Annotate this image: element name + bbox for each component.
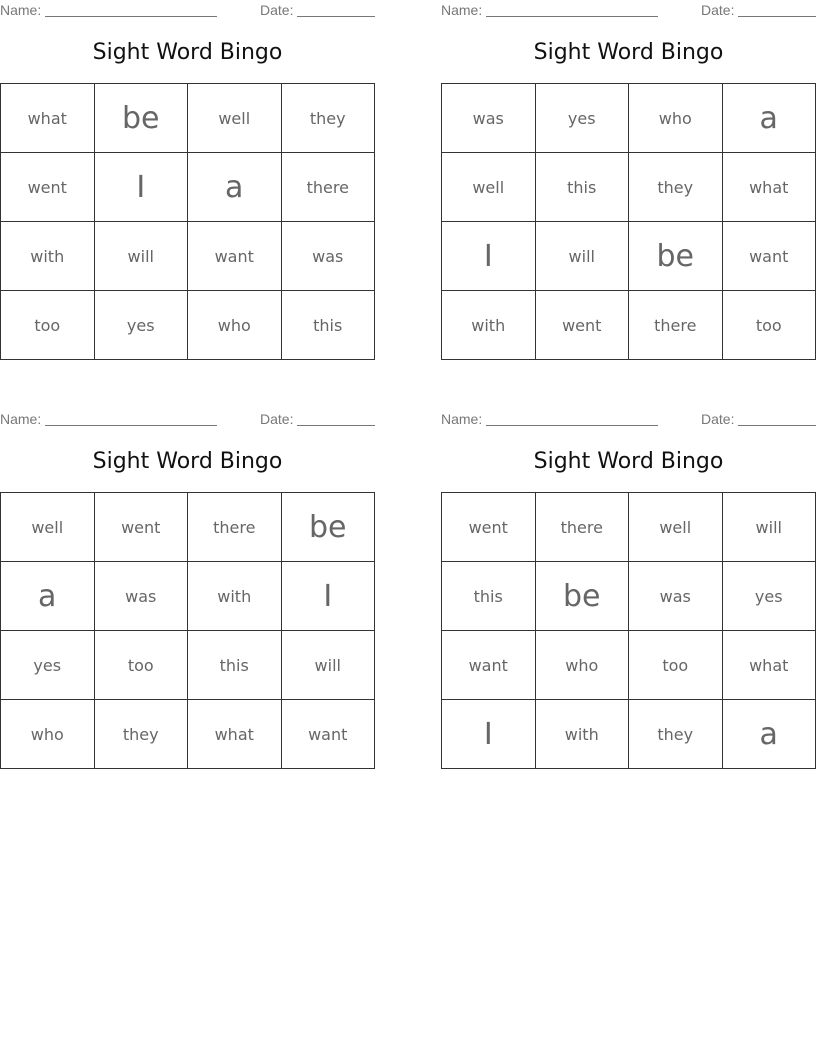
name-field-line[interactable] (45, 16, 217, 17)
card-header (441, 409, 816, 429)
grid-row (1, 700, 375, 769)
bingo-cell: this (535, 153, 629, 222)
bingo-cell: want (188, 222, 282, 291)
bingo-cell: this (281, 291, 375, 360)
bingo-cell: they (94, 700, 188, 769)
bingo-cell: was (281, 222, 375, 291)
bingo-cell: too (629, 631, 723, 700)
name-field-line[interactable] (45, 425, 217, 426)
grid-row (1, 222, 375, 291)
bingo-cell: well (1, 493, 95, 562)
grid-row (442, 84, 816, 153)
bingo-cell: be (94, 84, 188, 153)
bingo-cell: there (629, 291, 723, 360)
grid-row (442, 153, 816, 222)
card-title: Sight Word Bingo (92, 40, 283, 65)
date-label: Date: (701, 2, 735, 18)
date-label: Date: (260, 2, 294, 18)
bingo-cell: who (629, 84, 723, 153)
bingo-cell: there (535, 493, 629, 562)
bingo-cell: who (188, 291, 282, 360)
grid-row (442, 562, 816, 631)
bingo-cell: went (1, 153, 95, 222)
bingo-cell: with (442, 291, 536, 360)
bingo-cell: they (629, 700, 723, 769)
bingo-cell: will (535, 222, 629, 291)
date-label: Date: (701, 411, 735, 427)
bingo-card-3 (0, 409, 375, 744)
bingo-cell: well (442, 153, 536, 222)
name-label: Name: (0, 2, 42, 18)
grid-row (442, 493, 816, 562)
bingo-cell: went (535, 291, 629, 360)
bingo-cell: was (629, 562, 723, 631)
bingo-cell: a (722, 84, 816, 153)
bingo-cell: well (188, 84, 282, 153)
card-header (441, 0, 816, 20)
bingo-cell: yes (94, 291, 188, 360)
bingo-cell: too (722, 291, 816, 360)
bingo-cell: a (722, 700, 816, 769)
bingo-cell: what (722, 153, 816, 222)
bingo-cell: want (442, 631, 536, 700)
bingo-cell: will (281, 631, 375, 700)
bingo-cell: went (94, 493, 188, 562)
bingo-cell: will (722, 493, 816, 562)
bingo-cell: this (188, 631, 282, 700)
bingo-cell: I (442, 700, 536, 769)
bingo-cell: a (188, 153, 282, 222)
date-field-line[interactable] (738, 16, 816, 17)
bingo-cell: with (1, 222, 95, 291)
card-title: Sight Word Bingo (533, 449, 724, 474)
name-label: Name: (441, 2, 483, 18)
bingo-cell: went (442, 493, 536, 562)
bingo-cell: there (188, 493, 282, 562)
bingo-card-2 (441, 0, 816, 335)
card-title: Sight Word Bingo (533, 40, 724, 65)
grid-row (1, 562, 375, 631)
name-field-line[interactable] (486, 425, 658, 426)
card-header (0, 0, 375, 20)
grid-row (1, 153, 375, 222)
bingo-cell: what (188, 700, 282, 769)
bingo-cell: too (94, 631, 188, 700)
bingo-cell: what (1, 84, 95, 153)
bingo-cell: too (1, 291, 95, 360)
bingo-grid (441, 492, 816, 769)
bingo-card-4 (441, 409, 816, 752)
grid-row (442, 631, 816, 700)
bingo-grid (0, 492, 375, 769)
bingo-cell: what (722, 631, 816, 700)
bingo-cell: be (535, 562, 629, 631)
name-field-line[interactable] (486, 16, 658, 17)
bingo-cell: well (629, 493, 723, 562)
bingo-cell: be (629, 222, 723, 291)
bingo-cell: be (281, 493, 375, 562)
card-title: Sight Word Bingo (92, 449, 283, 474)
bingo-cell: will (94, 222, 188, 291)
grid-row (442, 222, 816, 291)
bingo-grid (0, 83, 375, 360)
bingo-cell: who (535, 631, 629, 700)
date-field-line[interactable] (297, 425, 375, 426)
date-field-line[interactable] (738, 425, 816, 426)
grid-row (1, 493, 375, 562)
bingo-cell: I (94, 153, 188, 222)
bingo-cell: want (722, 222, 816, 291)
bingo-cell: yes (1, 631, 95, 700)
bingo-cell: was (442, 84, 536, 153)
name-label: Name: (441, 411, 483, 427)
bingo-cell: yes (535, 84, 629, 153)
grid-row (1, 291, 375, 360)
bingo-cell: they (281, 84, 375, 153)
bingo-cell: with (535, 700, 629, 769)
bingo-cell: a (1, 562, 95, 631)
bingo-cell: this (442, 562, 536, 631)
card-header (0, 409, 375, 429)
bingo-card-1 (0, 0, 375, 335)
bingo-cell: there (281, 153, 375, 222)
bingo-cell: with (188, 562, 282, 631)
grid-row (1, 84, 375, 153)
date-label: Date: (260, 411, 294, 427)
bingo-cell: yes (722, 562, 816, 631)
name-label: Name: (0, 411, 42, 427)
bingo-cell: who (1, 700, 95, 769)
grid-row (442, 291, 816, 360)
grid-row (442, 700, 816, 769)
bingo-cell: I (442, 222, 536, 291)
bingo-cell: I (281, 562, 375, 631)
bingo-cell: they (629, 153, 723, 222)
bingo-cell: want (281, 700, 375, 769)
bingo-grid (441, 83, 816, 360)
date-field-line[interactable] (297, 16, 375, 17)
bingo-cell: was (94, 562, 188, 631)
grid-row (1, 631, 375, 700)
